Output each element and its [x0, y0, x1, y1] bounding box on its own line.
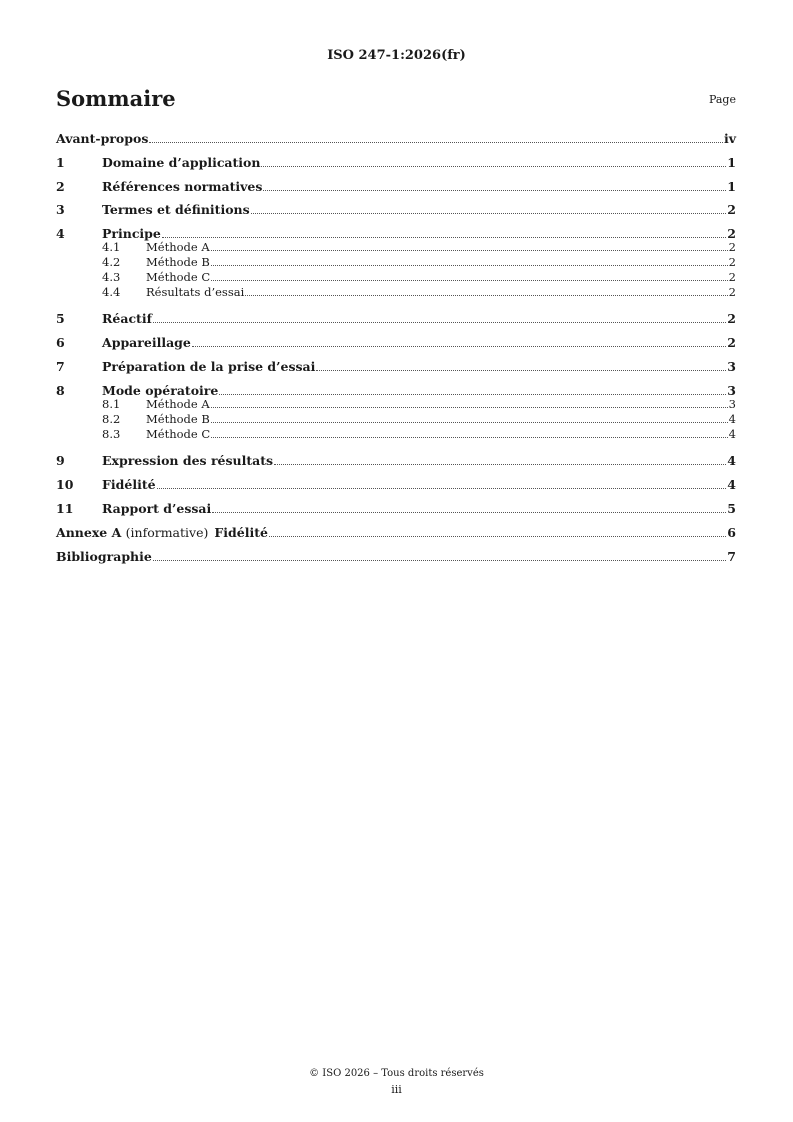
- toc-entry-label: Méthode A: [146, 240, 210, 254]
- toc-entry-number: 9: [56, 453, 65, 468]
- toc-entry-4-1[interactable]: [56, 240, 736, 254]
- toc-entry-annex-a[interactable]: [56, 522, 736, 540]
- toc-entry-9[interactable]: [56, 450, 736, 468]
- toc-entry-page: 4: [728, 427, 736, 441]
- toc-entry-page: 2: [728, 270, 736, 284]
- title-row: [56, 86, 736, 112]
- toc-entry-foreword[interactable]: [56, 128, 736, 146]
- toc-entry-number: 4.2: [102, 255, 121, 269]
- toc-entry-8-3[interactable]: [56, 427, 736, 441]
- toc-entry-number: 4.3: [102, 270, 121, 284]
- toc-leader: [263, 189, 726, 191]
- toc-entry-number: 4.4: [102, 285, 121, 299]
- toc-entry-page: 4: [727, 453, 736, 468]
- toc-leader: [211, 406, 728, 408]
- toc-entry-label: Méthode C: [146, 270, 211, 284]
- toc-entry-4-2[interactable]: [56, 255, 736, 269]
- toc-entry-label: Termes et définitions: [102, 202, 250, 217]
- toc-leader: [149, 141, 723, 143]
- toc-entry-page: 2: [727, 202, 736, 217]
- toc-leader: [316, 369, 726, 371]
- toc-entry-number: 2: [56, 179, 65, 194]
- toc-entry-number: 1: [56, 155, 65, 170]
- toc-entry-4[interactable]: [56, 223, 736, 241]
- toc-entry-page: iv: [723, 131, 736, 146]
- toc-entry-page: 7: [727, 549, 736, 564]
- toc-entry-page: 2: [727, 335, 736, 350]
- toc-entry-label: Rapport d’essai: [102, 501, 212, 516]
- toc-entry-8-2[interactable]: [56, 412, 736, 426]
- toc-entry-number: 8.2: [102, 412, 121, 426]
- toc-entry-3[interactable]: [56, 199, 736, 217]
- toc-entry-page: 2: [728, 240, 736, 254]
- toc-leader: [153, 559, 726, 561]
- toc-leader: [192, 345, 726, 347]
- toc-entry-number: 8.1: [102, 397, 121, 411]
- toc-entry-label: Bibliographie: [56, 549, 152, 564]
- toc-entry-10[interactable]: [56, 474, 736, 492]
- toc-entry-1[interactable]: [56, 152, 736, 170]
- toc-leader: [219, 393, 726, 395]
- toc-entry-label: Mode opératoire: [102, 383, 219, 398]
- toc-entry-4-3[interactable]: [56, 270, 736, 284]
- toc-leader: [157, 487, 727, 489]
- page-title: Sommaire: [56, 86, 176, 111]
- toc-entry-number: 4.1: [102, 240, 121, 254]
- toc-leader: [212, 511, 726, 513]
- toc-entry-label: Méthode B: [146, 412, 210, 426]
- toc-entry-label: Principe: [102, 226, 161, 241]
- toc-leader: [274, 463, 726, 465]
- toc-entry-label: Avant-propos: [56, 131, 149, 146]
- toc-leader: [211, 421, 728, 423]
- annex-label: Annexe A: [56, 525, 122, 540]
- toc-entry-page: 2: [728, 285, 736, 299]
- toc-leader: [261, 165, 726, 167]
- toc-leader: [153, 321, 726, 323]
- toc-entry-label: Domaine d’application: [102, 155, 261, 170]
- toc-entry-label: Fidélité: [102, 477, 156, 492]
- toc-leader: [211, 279, 728, 281]
- toc-entry-number: 6: [56, 335, 65, 350]
- page-number: iii: [391, 1083, 402, 1096]
- toc-entry-page: 6: [727, 525, 736, 540]
- toc-entry-page: 1: [727, 179, 736, 194]
- toc-entry-page: 3: [727, 383, 736, 398]
- copyright-notice: © ISO 2026 – Tous droits réservés: [309, 1068, 484, 1079]
- toc-entry-bibliography[interactable]: [56, 546, 736, 564]
- toc-entry-page: 4: [728, 412, 736, 426]
- toc-entry-2[interactable]: [56, 176, 736, 194]
- toc-entry-page: 1: [727, 155, 736, 170]
- toc-entry-page: 2: [728, 255, 736, 269]
- toc-entry-page: 5: [727, 501, 736, 516]
- toc-entry-8-1[interactable]: [56, 397, 736, 411]
- toc-entry-label: Résultats d’essai: [146, 285, 245, 299]
- toc-entry-number: 11: [56, 501, 74, 516]
- toc-leader: [245, 294, 727, 296]
- toc-entry-page: 4: [727, 477, 736, 492]
- toc-entry-label: Préparation de la prise d’essai: [102, 359, 316, 374]
- toc-entry-label: Méthode C: [146, 427, 211, 441]
- toc-entry-6[interactable]: [56, 332, 736, 350]
- toc-entry-page: 2: [727, 226, 736, 241]
- toc-entry-label: Réactif: [102, 311, 152, 326]
- toc-leader: [211, 264, 728, 266]
- document-header: ISO 247-1:2026(fr): [327, 48, 466, 63]
- toc-entry-5[interactable]: [56, 308, 736, 326]
- toc-entry-label: Appareillage: [102, 335, 191, 350]
- toc-entry-number: 10: [56, 477, 74, 492]
- toc-entry-number: 3: [56, 202, 65, 217]
- toc-entry-label: Méthode A: [146, 397, 210, 411]
- annex-title: Fidélité: [214, 525, 268, 540]
- toc-leader: [251, 212, 727, 214]
- toc-leader: [269, 535, 726, 537]
- toc-entry-page: 2: [727, 311, 736, 326]
- toc-entry-number: 8: [56, 383, 65, 398]
- toc-leader: [162, 236, 726, 238]
- toc-entry-label: [56, 525, 268, 540]
- toc-entry-4-4[interactable]: [56, 285, 736, 299]
- toc-entry-number: 5: [56, 311, 65, 326]
- toc-entry-number: 8.3: [102, 427, 121, 441]
- toc-entry-number: 4: [56, 226, 65, 241]
- toc-entry-7[interactable]: [56, 356, 736, 374]
- toc-leader: [211, 249, 728, 251]
- page-footer: [0, 1068, 793, 1096]
- toc-leader: [211, 436, 728, 438]
- annex-type: (informative): [125, 525, 209, 540]
- toc-entry-page: 3: [727, 359, 736, 374]
- toc-entry-page: 3: [728, 397, 736, 411]
- toc-entry-label: Méthode B: [146, 255, 210, 269]
- toc-entry-11[interactable]: [56, 498, 736, 516]
- toc-entry-label: Expression des résultats: [102, 453, 274, 468]
- page-column-label: Page: [708, 93, 736, 106]
- toc-entry-label: Références normatives: [102, 179, 263, 194]
- toc-entry-8[interactable]: [56, 380, 736, 398]
- toc-entry-number: 7: [56, 359, 65, 374]
